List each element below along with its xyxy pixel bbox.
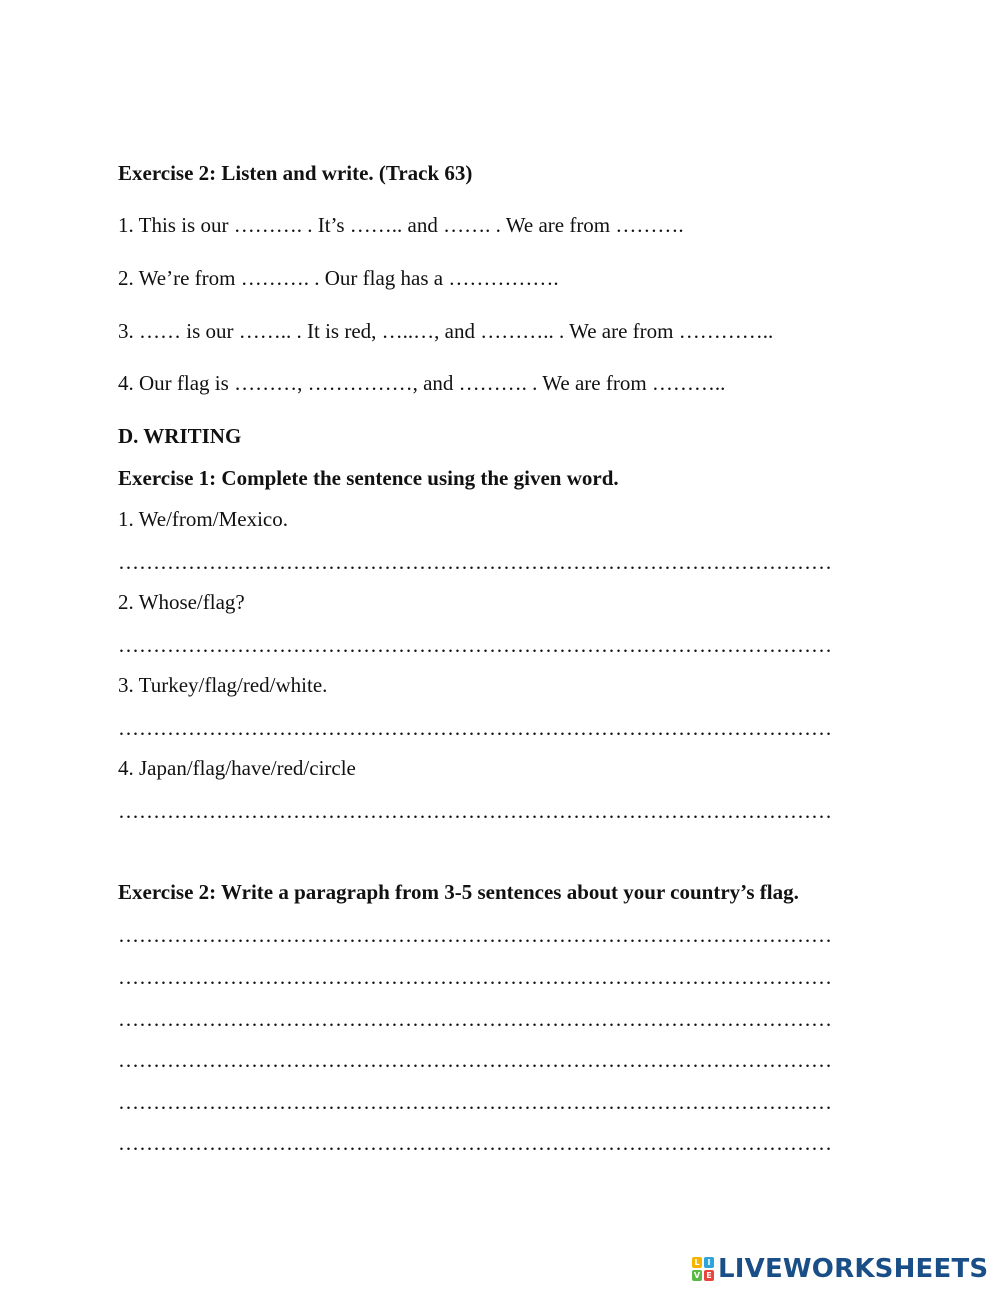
listen-item-2: 2. We’re from ………. . Our flag has a …………….	[118, 266, 559, 290]
paragraph-line-3[interactable]: …………………………………………………………………………………………	[118, 1007, 832, 1031]
answer-line-3[interactable]: …………………………………………………………………………………………	[118, 716, 832, 740]
liveworksheets-mark-icon	[692, 1257, 714, 1281]
answer-line-4[interactable]: …………………………………………………………………………………………	[118, 799, 832, 823]
answer-line-2[interactable]: …………………………………………………………………………………………	[118, 633, 832, 657]
listen-item-4: 4. Our flag is ………, ……………, and ………. . We are from ………..	[118, 371, 726, 395]
logo-text: LIVEWORKSHEETS	[718, 1254, 989, 1284]
writing-prompt-1: 1. We/from/Mexico.	[118, 507, 288, 531]
writing-prompt-3: 3. Turkey/flag/red/white.	[118, 673, 328, 697]
exercise-1-heading: Exercise 1: Complete the sentence using the given word.	[118, 466, 619, 490]
logo-mark-i: I	[704, 1257, 714, 1268]
logo-mark-v: V	[693, 1271, 701, 1280]
logo-mark-e: E	[704, 1270, 714, 1281]
answer-line-1[interactable]: …………………………………………………………………………………………	[118, 550, 832, 574]
paragraph-line-6[interactable]: …………………………………………………………………………………………	[118, 1131, 832, 1155]
paragraph-line-1[interactable]: …………………………………………………………………………………………	[118, 923, 832, 947]
listen-item-3: 3. …… is our …….. . It is red, …..…, and ……….. . We are from …………..	[118, 319, 774, 343]
paragraph-line-4[interactable]: …………………………………………………………………………………………	[118, 1048, 832, 1072]
section-title-writing: D. WRITING	[118, 424, 242, 448]
exercise-2-paragraph-heading: Exercise 2: Write a paragraph from 3-5 sentences about your country’s flag.	[118, 880, 799, 904]
listen-item-1: 1. This is our ………. . It’s …….. and ……. . We are from ……….	[118, 213, 684, 237]
exercise-2-listen-heading: Exercise 2: Listen and write. (Track 63)	[118, 161, 473, 185]
writing-prompt-4: 4. Japan/flag/have/red/circle	[118, 756, 356, 780]
writing-prompt-2: 2. Whose/flag?	[118, 590, 245, 614]
paragraph-line-5[interactable]: …………………………………………………………………………………………	[118, 1090, 832, 1114]
logo-mark-l: L	[692, 1257, 702, 1268]
paragraph-line-2[interactable]: …………………………………………………………………………………………	[118, 965, 832, 989]
liveworksheets-logo	[692, 1253, 988, 1285]
